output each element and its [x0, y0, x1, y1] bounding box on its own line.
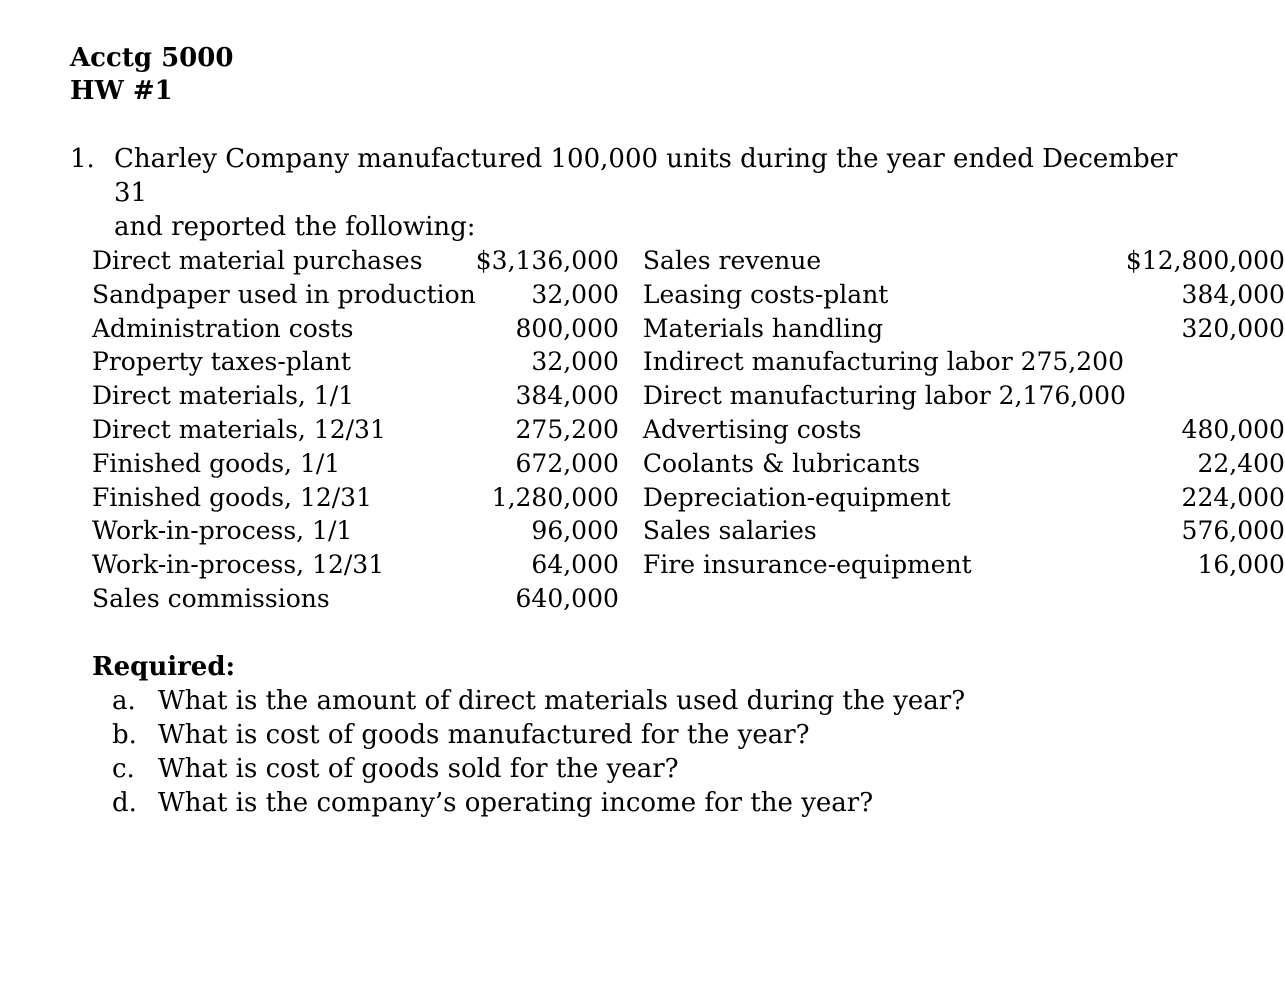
required-item-text: What is the amount of direct materials used during the year? — [158, 686, 966, 716]
left-item-amount: 1,280,000 — [491, 482, 619, 512]
cost-data-table — [92, 244, 1285, 616]
required-item-text: What is cost of goods manufactured for the year? — [158, 720, 810, 750]
right-item-amount: 22,400 — [1197, 448, 1285, 478]
required-list — [92, 684, 965, 820]
question-text-line-1: Charley Company manufactured 100,000 units during the year ended December 31 — [114, 144, 1178, 208]
required-title: Required: — [92, 652, 236, 682]
left-item-label: Finished goods, 12/31 — [92, 482, 372, 512]
right-item-amount: 384,000 — [1181, 279, 1285, 309]
left-item-amount: $3,136,000 — [475, 246, 619, 275]
table-row — [92, 582, 1285, 616]
table-row — [92, 548, 1285, 582]
required-item-text: What is the company’s operating income for the year? — [158, 788, 874, 818]
right-item-label: Sales salaries — [642, 516, 817, 546]
question-number: 1. — [70, 144, 95, 174]
right-item-label — [643, 582, 1126, 616]
left-item-amount: 32,000 — [531, 347, 619, 377]
table-row — [92, 481, 1285, 515]
right-item-amount — [1126, 582, 1285, 616]
right-item-amount: 576,000 — [1181, 516, 1285, 546]
left-item-label: Finished goods, 1/1 — [92, 448, 341, 478]
required-item-letter: b. — [112, 720, 137, 750]
right-item-amount: 16,000 — [1197, 550, 1285, 580]
table-row — [92, 447, 1285, 481]
left-item-label: Property taxes-plant — [92, 347, 351, 377]
left-item-amount: 96,000 — [531, 516, 619, 546]
question-text — [114, 142, 1190, 244]
left-item-amount: 384,000 — [515, 381, 619, 411]
required-section — [92, 650, 965, 820]
left-item-label: Administration costs — [92, 313, 354, 343]
left-item-label: Sandpaper used in production — [92, 279, 476, 309]
right-item-amount: 480,000 — [1181, 414, 1285, 444]
right-item-amount: $12,800,000 — [1125, 246, 1285, 275]
table-row — [92, 312, 1285, 346]
table-row — [92, 413, 1285, 447]
required-item — [92, 684, 965, 718]
table-row — [92, 379, 1285, 413]
left-item-label: Direct materials, 1/1 — [92, 381, 355, 411]
required-item-letter: a. — [112, 686, 136, 716]
required-item — [92, 718, 965, 752]
left-item-label: Direct material purchases — [92, 246, 423, 275]
required-item — [92, 752, 965, 786]
right-item-label: Fire insurance-equipment — [642, 550, 972, 580]
course-title: Acctg 5000 — [70, 43, 234, 73]
right-item-amount: 224,000 — [1181, 482, 1285, 512]
table-row — [92, 244, 1285, 278]
right-item-label: Coolants & lubricants — [642, 448, 921, 478]
right-item-label: Direct manufacturing labor 2,176,000 — [642, 381, 1126, 411]
required-item — [92, 786, 965, 820]
table-row — [92, 345, 1285, 379]
right-item-label: Leasing costs-plant — [642, 279, 889, 309]
right-item-label: Materials handling — [642, 313, 884, 343]
required-item-letter: d. — [112, 788, 137, 818]
left-item-label: Work-in-process, 12/31 — [92, 550, 385, 580]
right-item-amount — [1126, 379, 1285, 413]
left-item-amount: 64,000 — [531, 550, 619, 580]
left-item-amount: 32,000 — [531, 279, 619, 309]
question-text-line-2: and reported the following: — [114, 212, 476, 242]
right-item-label: Advertising costs — [642, 414, 862, 444]
right-item-label: Sales revenue — [642, 246, 822, 275]
question-1 — [70, 142, 1190, 244]
left-item-amount: 275,200 — [515, 414, 619, 444]
left-item-amount: 640,000 — [515, 583, 619, 613]
left-item-amount: 800,000 — [515, 313, 619, 343]
assignment-title: HW #1 — [70, 76, 173, 106]
right-item-amount: 320,000 — [1181, 313, 1285, 343]
required-item-letter: c. — [112, 754, 135, 784]
required-item-text: What is cost of goods sold for the year? — [158, 754, 679, 784]
right-item-label: Indirect manufacturing labor 275,200 — [642, 347, 1124, 377]
table-row — [92, 278, 1285, 312]
left-item-label: Direct materials, 12/31 — [92, 414, 386, 444]
right-item-label: Depreciation-equipment — [642, 482, 951, 512]
left-item-amount: 672,000 — [515, 448, 619, 478]
left-item-label: Sales commissions — [92, 583, 330, 613]
table-row — [92, 514, 1285, 548]
right-item-amount — [1126, 345, 1285, 379]
document-header — [70, 42, 233, 108]
left-item-label: Work-in-process, 1/1 — [92, 516, 353, 546]
